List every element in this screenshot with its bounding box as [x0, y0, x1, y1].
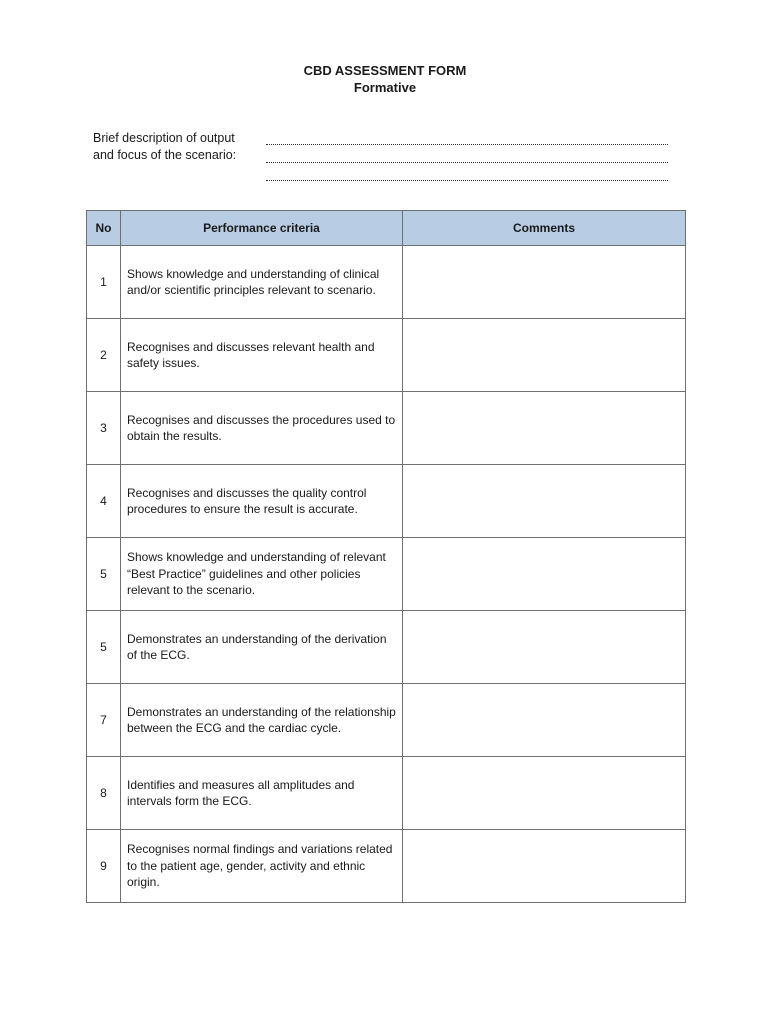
row-number: 5: [87, 538, 121, 611]
comments-cell[interactable]: [403, 538, 686, 611]
description-line[interactable]: [266, 127, 668, 145]
comments-cell[interactable]: [403, 392, 686, 465]
row-number: 2: [87, 319, 121, 392]
description-label: [93, 130, 263, 164]
criteria-cell: Recognises and discusses relevant health and safety issues.: [121, 319, 403, 392]
table-header-row: [87, 211, 686, 246]
description-line[interactable]: [266, 163, 668, 181]
criteria-cell: Demonstrates an understanding of the derivation of the ECG.: [121, 611, 403, 684]
criteria-cell: Recognises normal findings and variations related to the patient age, gender, activity and ethnic origin.: [121, 830, 403, 903]
table-row: [87, 319, 686, 392]
comments-cell[interactable]: [403, 465, 686, 538]
row-number: 4: [87, 465, 121, 538]
table-row: [87, 246, 686, 319]
comments-cell[interactable]: [403, 246, 686, 319]
table-row: [87, 684, 686, 757]
description-input-lines[interactable]: [266, 127, 668, 181]
criteria-cell: Demonstrates an understanding of the relationship between the ECG and the cardiac cycle.: [121, 684, 403, 757]
comments-cell[interactable]: [403, 684, 686, 757]
column-header-no: No: [87, 211, 121, 246]
description-line[interactable]: [266, 145, 668, 163]
row-number: 8: [87, 757, 121, 830]
comments-cell[interactable]: [403, 757, 686, 830]
page-subtitle: Formative: [353, 80, 417, 95]
column-header-criteria: Performance criteria: [121, 211, 403, 246]
row-number: 1: [87, 246, 121, 319]
criteria-cell: Shows knowledge and understanding of clinical and/or scientific principles relevant to scenario.: [121, 246, 403, 319]
criteria-cell: Recognises and discusses the quality control procedures to ensure the result is accurate.: [121, 465, 403, 538]
row-number: 3: [87, 392, 121, 465]
comments-cell[interactable]: [403, 319, 686, 392]
comments-cell[interactable]: [403, 830, 686, 903]
comments-cell[interactable]: [403, 611, 686, 684]
row-number: 7: [87, 684, 121, 757]
page-title: CBD ASSESSMENT FORM: [303, 63, 467, 78]
description-label-line-1: Brief description of output: [93, 131, 235, 145]
table-row: [87, 611, 686, 684]
row-number: 9: [87, 830, 121, 903]
criteria-cell: Recognises and discusses the procedures used to obtain the results.: [121, 392, 403, 465]
criteria-cell: Identifies and measures all amplitudes and intervals form the ECG.: [121, 757, 403, 830]
description-label-line-2: and focus of the scenario:: [93, 148, 237, 162]
table-row: [87, 830, 686, 903]
criteria-cell: Shows knowledge and understanding of relevant “Best Practice” guidelines and other policies relevant to the scenario.: [121, 538, 403, 611]
column-header-comments: Comments: [403, 211, 686, 246]
table-row: [87, 465, 686, 538]
criteria-table: [86, 210, 686, 903]
row-number: 5: [87, 611, 121, 684]
table-row: [87, 757, 686, 830]
table-row: [87, 538, 686, 611]
table-row: [87, 392, 686, 465]
